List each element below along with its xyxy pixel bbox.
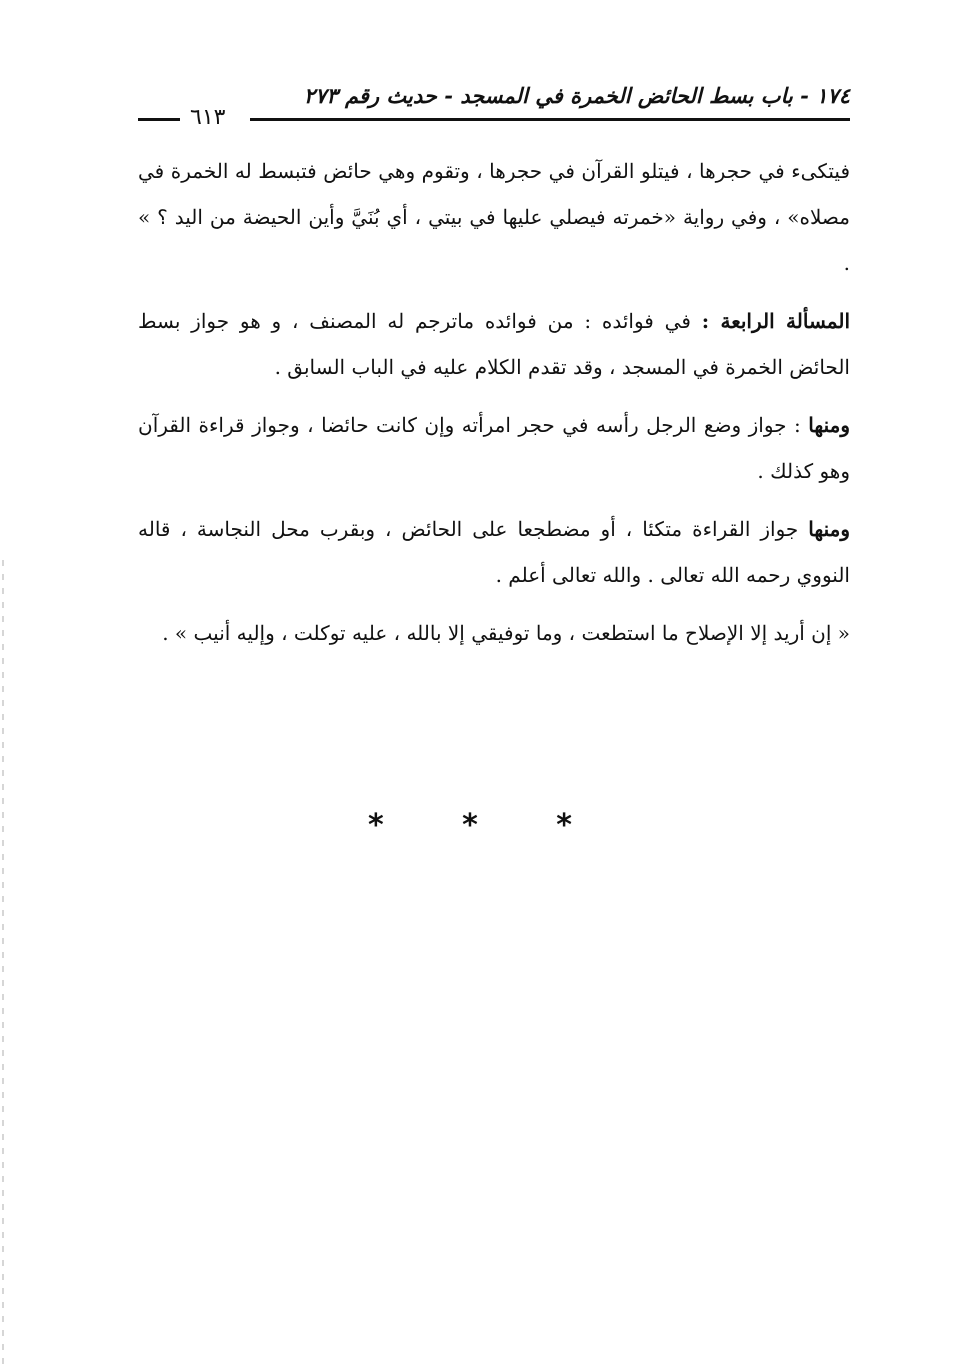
paragraph-3 — [138, 402, 850, 494]
page-number: ٦١٣ — [190, 105, 226, 130]
paragraph-4 — [138, 506, 850, 598]
page-body — [138, 148, 850, 668]
paragraph-5 — [138, 610, 850, 656]
section-ornament: * * * — [368, 808, 606, 843]
paragraph-lead: ومنها — [808, 413, 850, 437]
paragraph-1 — [138, 148, 850, 286]
paragraph-text: فيتكىء في حجرها ، فيتلو القرآن في حجرها ، وتقوم وهي حائض فتبسط له الخمرة في مصلاه» ، وفي رواية «خمرته فيصلي عليها في بيتي ، أي بُنَيَّ وأين الحيضة من اليد ؟ » . — [138, 159, 850, 275]
header-rule-left — [138, 118, 180, 121]
paragraph-lead: المسألة الرابعة : — [701, 309, 851, 333]
header-title: ١٧٤ - باب بسط الحائض الخمرة في المسجد - حديث رقم ٢٧٣ — [303, 83, 850, 108]
paragraph-lead: ومنها — [808, 517, 850, 541]
paragraph-text: في فوائده : من فوائده ماترجم له المصنف ، و هو جواز بسط الحائض الخمرة في المسجد ، وقد تقدم الكلام عليه في الباب السابق . — [138, 309, 850, 379]
paragraph-text: : جواز وضع الرجل رأسه في حجر امرأته وإن كانت حائضا ، وجواز قراءة القرآن وهو كذلك . — [138, 413, 850, 483]
header-rule — [250, 118, 850, 121]
paragraph-text: « إن أريد إلا الإصلاح ما استطعت ، وما توفيقي إلا بالله ، عليه توكلت ، وإليه أنيب » . — [162, 621, 850, 645]
paragraph-text: جواز القراءة متكئا ، أو مضطجعا على الحائض ، وبقرب محل النجاسة ، قاله النووي رحمه الله تعالى . والله تعالى أعلم . — [138, 517, 850, 587]
paragraph-2 — [138, 298, 850, 390]
running-header — [138, 82, 850, 130]
page-edge-shadow — [2, 560, 4, 1365]
